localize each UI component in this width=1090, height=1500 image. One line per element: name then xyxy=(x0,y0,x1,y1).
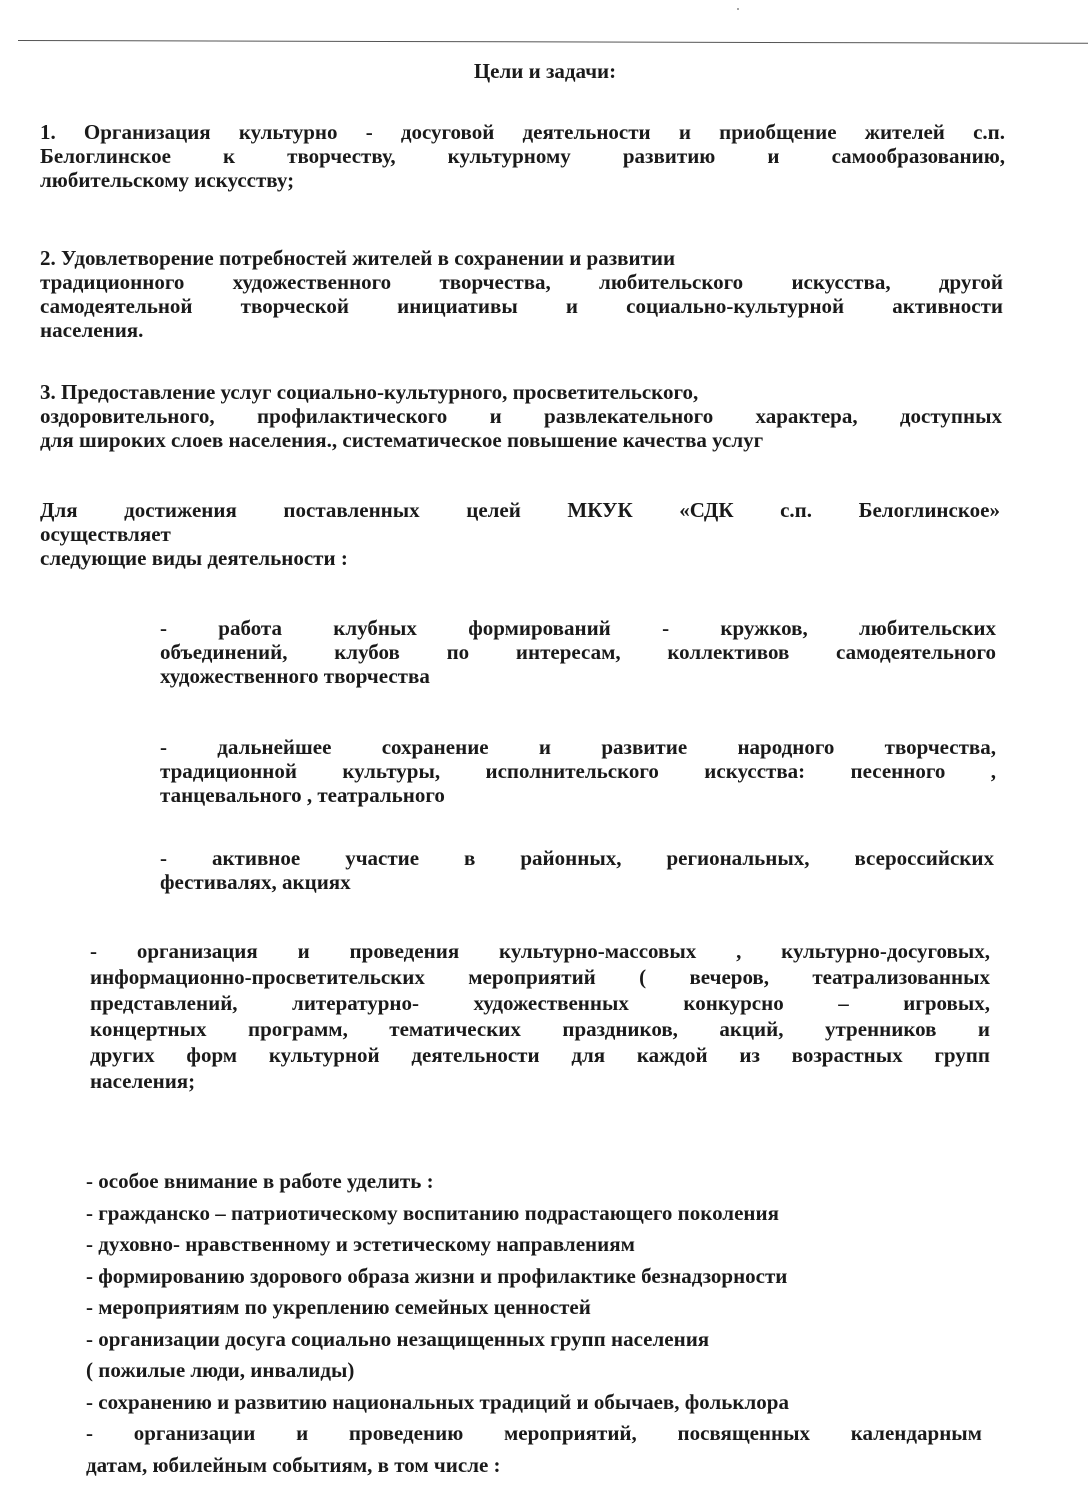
goal-2-line-4: населения. xyxy=(40,318,144,342)
focus-item-1: - особое внимание в работе уделить : xyxy=(86,1169,434,1193)
activity-2-line-2: традиционной культуры, исполнительского искусства: песенного , xyxy=(160,759,996,783)
intro-paragraph xyxy=(40,498,1000,570)
intro-line-2: осуществляет xyxy=(40,522,171,546)
focus-item-9: - организации и проведению мероприятий, посвященных календарным xyxy=(86,1421,982,1445)
goal-1-line-2: Белоглинское к творчеству, культурному развитию и самообразованию, xyxy=(40,144,1005,168)
page-title: Цели и задачи: xyxy=(473,59,617,83)
focus-item-7: ( пожилые люди, инвалиды) xyxy=(86,1358,355,1382)
activity-1-line-1: - работа клубных формирований - кружков, любительских xyxy=(160,616,996,640)
activity-4-line-2: информационно-просветительских мероприятий ( вечеров, театрализованных xyxy=(90,965,990,989)
goal-3-line-3: для широких слоев населения., систематическое повышение качества услуг xyxy=(40,428,764,452)
activity-3-line-2: фестивалях, акциях xyxy=(160,870,351,894)
focus-item-5: - мероприятиям по укреплению семейных ценностей xyxy=(86,1295,591,1319)
activity-4-line-1: - организация и проведения культурно-массовых , культурно-досуговых, xyxy=(90,939,990,963)
activity-4-line-4: концертных программ, тематических праздников, акций, утренников и xyxy=(90,1017,990,1041)
goal-2-line-1: 2. Удовлетворение потребностей жителей в сохранении и развитии xyxy=(40,246,676,270)
activity-4 xyxy=(90,938,990,1094)
goal-3-line-1: 3. Предоставление услуг социально-культурного, просветительского, xyxy=(40,380,699,404)
scan-speck xyxy=(737,8,739,10)
focus-list xyxy=(86,1166,982,1481)
activity-3 xyxy=(160,846,994,894)
goal-1-line-1: 1. Организация культурно - досуговой деятельности и приобщение жителей с.п. xyxy=(40,120,1005,144)
focus-item-10: датам, юбилейным событиям, в том числе : xyxy=(86,1452,501,1477)
activity-2-line-3: танцевального , театрального xyxy=(160,783,445,807)
activity-2-line-1: - дальнейшее сохранение и развитие народного творчества, xyxy=(160,735,996,759)
focus-item-8: - сохранению и развитию национальных традиций и обычаев, фольклора xyxy=(86,1389,789,1414)
goal-2-line-3: самодеятельной творческой инициативы и социально-культурной активности xyxy=(40,294,1003,318)
focus-item-3: - духовно- нравственному и эстетическому направлениям xyxy=(86,1232,635,1256)
activity-4-line-6: населения; xyxy=(90,1069,196,1093)
goal-2-line-2: традиционного художественного творчества, любительского искусства, другой xyxy=(40,270,1003,294)
activity-1 xyxy=(160,616,996,688)
goal-1-line-3: любительскому искусству; xyxy=(40,168,295,192)
activity-1-line-2: объединений, клубов по интересам, коллективов самодеятельного xyxy=(160,640,996,664)
goal-1 xyxy=(40,120,1005,192)
goal-3-line-2: оздоровительного, профилактического и развлекательного характера, доступных xyxy=(40,404,1002,428)
goal-2 xyxy=(40,246,1003,342)
focus-item-2: - гражданско – патриотическому воспитанию подрастающего поколения xyxy=(86,1200,779,1225)
activity-1-line-3: художественного творчества xyxy=(160,664,430,688)
top-rule xyxy=(18,40,1088,44)
activity-2 xyxy=(160,735,996,807)
focus-item-4: - формированию здорового образа жизни и профилактике безнадзорности xyxy=(86,1263,788,1288)
focus-item-6: - организации досуга социально незащищенных групп населения xyxy=(86,1326,710,1351)
goal-3 xyxy=(40,380,1002,452)
intro-line-3: следующие виды деятельности : xyxy=(40,546,348,570)
activity-4-line-3: представлений, литературно- художественных конкурсно – игровых, xyxy=(90,991,990,1015)
intro-line-1: Для достижения поставленных целей МКУК «СДК с.п. Белоглинское» xyxy=(40,498,1000,522)
activity-4-line-5: других форм культурной деятельности для каждой из возрастных групп xyxy=(90,1043,990,1067)
activity-3-line-1: - активное участие в районных, региональных, всероссийских xyxy=(160,846,994,870)
